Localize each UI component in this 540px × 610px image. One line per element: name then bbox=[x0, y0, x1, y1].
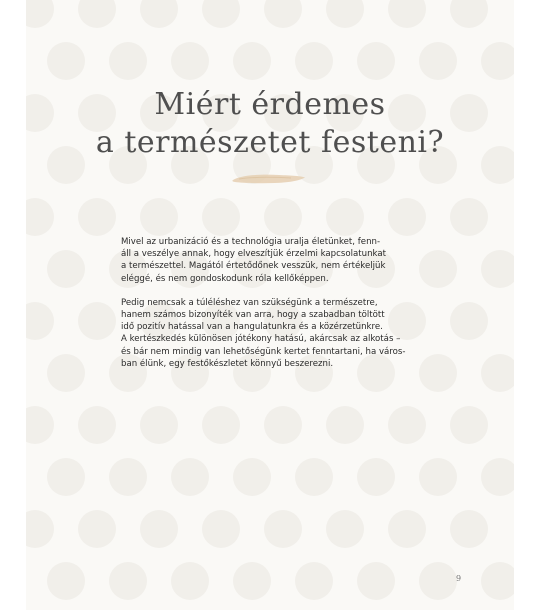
background-dot bbox=[233, 458, 271, 496]
background-dot bbox=[109, 42, 147, 80]
background-dot bbox=[26, 198, 54, 236]
background-dot bbox=[450, 406, 488, 444]
background-dot bbox=[264, 406, 302, 444]
background-dot bbox=[264, 510, 302, 548]
book-page bbox=[26, 0, 514, 610]
background-dot bbox=[202, 0, 240, 28]
body-text bbox=[121, 236, 421, 382]
paragraph-2-line: hanem számos bizonyíték van arra, hogy a szabadban töltött bbox=[121, 310, 385, 321]
background-dot bbox=[419, 250, 457, 288]
background-dot bbox=[202, 510, 240, 548]
paragraph-2 bbox=[121, 297, 421, 370]
background-dot bbox=[326, 0, 364, 28]
background-dot bbox=[78, 406, 116, 444]
background-dot bbox=[264, 198, 302, 236]
background-dot bbox=[26, 406, 54, 444]
paragraph-2-line: A kertészkedés különösen jótékony hatású, akárcsak az alkotás – bbox=[121, 334, 401, 345]
background-dot bbox=[109, 458, 147, 496]
background-dot bbox=[295, 42, 333, 80]
background-dot bbox=[357, 458, 395, 496]
background-dot bbox=[481, 354, 514, 392]
background-dot bbox=[140, 198, 178, 236]
background-dot bbox=[47, 562, 85, 600]
background-dot bbox=[419, 354, 457, 392]
background-dot bbox=[47, 250, 85, 288]
background-dot bbox=[326, 198, 364, 236]
background-dot bbox=[357, 42, 395, 80]
paragraph-2-line: és bár nem mindig van lehetőségünk kertet fenntartani, ha város- bbox=[121, 346, 406, 357]
background-dot bbox=[264, 0, 302, 28]
background-dot bbox=[171, 458, 209, 496]
background-dot bbox=[171, 42, 209, 80]
page-number: 9 bbox=[456, 574, 462, 583]
background-dot bbox=[419, 562, 457, 600]
paragraph-1-line: eléggé, és nem gondoskodunk róla kellőképpen. bbox=[121, 273, 329, 284]
background-dot bbox=[47, 42, 85, 80]
background-dot bbox=[233, 562, 271, 600]
background-dot bbox=[202, 198, 240, 236]
background-dot bbox=[171, 562, 209, 600]
background-dot bbox=[78, 0, 116, 28]
background-dot bbox=[78, 510, 116, 548]
brush-stroke-ornament bbox=[231, 171, 307, 187]
background-dot bbox=[388, 0, 426, 28]
page-title-line-2: a természetet festeni? bbox=[95, 125, 445, 160]
background-dot bbox=[481, 458, 514, 496]
paragraph-1-line: a természettel. Magától értetődőnek vesszük, nem értékeljük bbox=[121, 261, 386, 272]
background-dot bbox=[295, 458, 333, 496]
background-dot bbox=[450, 302, 488, 340]
background-dot bbox=[26, 510, 54, 548]
paragraph-2-line: idő pozitív hatással van a hangulatunkra és a közérzetünkre. bbox=[121, 322, 383, 333]
background-dot bbox=[26, 0, 54, 28]
background-dot bbox=[357, 562, 395, 600]
background-dot bbox=[481, 562, 514, 600]
background-dot bbox=[450, 198, 488, 236]
page-title-line-1: Miért érdemes bbox=[154, 87, 386, 122]
background-dot bbox=[450, 510, 488, 548]
background-dot bbox=[419, 42, 457, 80]
background-dot bbox=[233, 42, 271, 80]
background-dot bbox=[326, 510, 364, 548]
background-dot bbox=[326, 406, 364, 444]
background-dot bbox=[388, 510, 426, 548]
background-dot bbox=[26, 302, 54, 340]
background-dot bbox=[140, 0, 178, 28]
paragraph-1 bbox=[121, 236, 421, 285]
background-dot bbox=[419, 458, 457, 496]
background-dot bbox=[481, 250, 514, 288]
background-dot bbox=[481, 42, 514, 80]
background-dot bbox=[47, 354, 85, 392]
paragraph-1-line: áll a veszélye annak, hogy elveszítjük érzelmi kapcsolatunkat bbox=[121, 249, 386, 260]
paragraph-1-line: Mivel az urbanizáció és a technológia uralja életünket, fenn- bbox=[121, 237, 381, 247]
background-dot bbox=[202, 406, 240, 444]
background-dot bbox=[388, 406, 426, 444]
background-dot bbox=[295, 562, 333, 600]
background-dot bbox=[78, 302, 116, 340]
background-dot bbox=[78, 198, 116, 236]
paragraph-2-line: ban élünk, egy festőkészletet könnyű beszerezni. bbox=[121, 358, 334, 369]
background-dot bbox=[450, 0, 488, 28]
background-dot bbox=[109, 562, 147, 600]
paragraph-2-line: Pedig nemcsak a túléléshez van szükségünk a természetre, bbox=[121, 297, 378, 308]
page-title bbox=[26, 86, 514, 162]
background-dot bbox=[388, 198, 426, 236]
background-dot bbox=[47, 458, 85, 496]
background-dot bbox=[140, 510, 178, 548]
background-dot bbox=[140, 406, 178, 444]
